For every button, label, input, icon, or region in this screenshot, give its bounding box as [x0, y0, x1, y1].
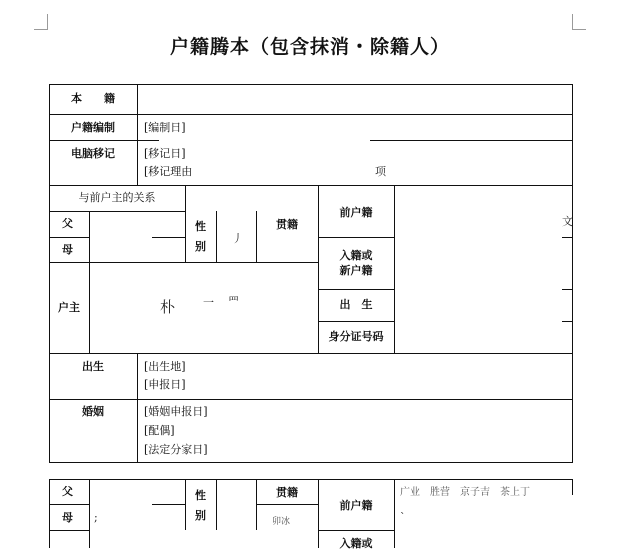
table-rule [216, 211, 217, 262]
table-rule [152, 504, 185, 505]
table-rule [394, 185, 395, 353]
table-rule [49, 504, 89, 505]
crop-mark-top-right-v [572, 14, 573, 30]
prev-koseki-label-2: 前户籍 [339, 499, 373, 512]
entry-label-top-2: 入籍或 [339, 537, 373, 550]
spouse-field: [配偶] [144, 424, 175, 437]
text-fragment: 一 [203, 296, 214, 309]
crop-mark-top-left-v [47, 14, 48, 30]
sex-label-top: 性 [195, 220, 206, 233]
text-fragment: ; [94, 511, 98, 524]
mother-label: 母 [62, 243, 73, 256]
text-fragment: ˋ [400, 511, 406, 524]
table-rule [318, 237, 394, 238]
iki-date-field: [移记日] [144, 147, 186, 160]
sex-label-top-2: 性 [195, 489, 206, 502]
table-border [49, 462, 573, 463]
table-rule [562, 237, 572, 238]
householder-label: 户主 [58, 301, 80, 314]
prev-koseki-label: 前户籍 [339, 206, 373, 219]
table-rule [562, 289, 572, 290]
table-border [49, 84, 573, 85]
father-label: 父 [62, 217, 73, 230]
text-fragment: 朴 [160, 298, 176, 316]
sex-label-bottom-2: 别 [195, 509, 206, 522]
table-rule [216, 479, 217, 530]
table-rule [49, 140, 159, 141]
sex-label-bottom: 别 [195, 240, 206, 253]
text-fragment: 项 [375, 165, 386, 178]
document-title: 户籍腾本（包含抹消・除籍人） [169, 36, 450, 58]
computer-transfer-label: 电脑移记 [71, 147, 115, 160]
table-rule [318, 289, 394, 290]
marriage-report-date-field: [婚姻申报日] [144, 405, 208, 418]
text-fragment: 卯冰 [272, 517, 291, 527]
entry-label-bottom: 新户籍 [339, 264, 373, 277]
hensei-date-field: [编制日] [144, 121, 186, 134]
table-rule [394, 479, 395, 548]
table-rule [318, 530, 394, 531]
text-fragment: 广业 胜营 京子吉 茶上丁 [400, 487, 530, 498]
table-border [49, 479, 573, 480]
crop-mark-top-left-h [34, 29, 48, 30]
table-rule [49, 353, 573, 354]
table-rule [256, 504, 318, 505]
table-rule [49, 237, 89, 238]
table-rule [152, 237, 185, 238]
id-number-label: 身分证号码 [328, 330, 384, 343]
iki-reason-field: [移记理由 [144, 165, 193, 178]
text-fragment: 丿 [232, 232, 243, 245]
table-rule [137, 84, 138, 185]
mother-label-2: 母 [62, 511, 73, 524]
table-border [572, 84, 573, 462]
honseki-label: 本 籍 [71, 92, 115, 105]
separation-date-field: [法定分家日] [144, 443, 208, 456]
table-border [49, 479, 50, 548]
kanseki-label-2: 贯籍 [276, 486, 298, 499]
table-rule [49, 399, 573, 400]
crop-mark-top-right-h [572, 29, 586, 30]
father-label-2: 父 [62, 485, 73, 498]
text-fragment: 文 [562, 215, 573, 228]
birth-label: 出生 [82, 360, 104, 373]
table-rule [137, 353, 138, 462]
table-rule [49, 530, 89, 531]
table-rule [49, 185, 573, 186]
relation-label: 与前户主的关系 [78, 191, 156, 204]
koseki-hensei-label: 户籍编制 [71, 121, 115, 134]
table-rule [562, 321, 572, 322]
table-rule [49, 211, 185, 212]
table-border [572, 479, 573, 495]
kanseki-label: 贯籍 [276, 218, 298, 231]
birth-short-label: 出 生 [339, 298, 373, 311]
marriage-label: 婚姻 [82, 405, 104, 418]
table-rule [89, 211, 90, 353]
text-fragment: 罒 [228, 295, 239, 308]
report-date-field: [申报日] [144, 378, 186, 391]
birth-place-field: [出生地] [144, 360, 186, 373]
table-rule [89, 479, 90, 548]
table-rule [370, 140, 572, 141]
table-rule [49, 114, 573, 115]
entry-label-top: 入籍或 [339, 249, 373, 262]
table-rule [318, 321, 394, 322]
